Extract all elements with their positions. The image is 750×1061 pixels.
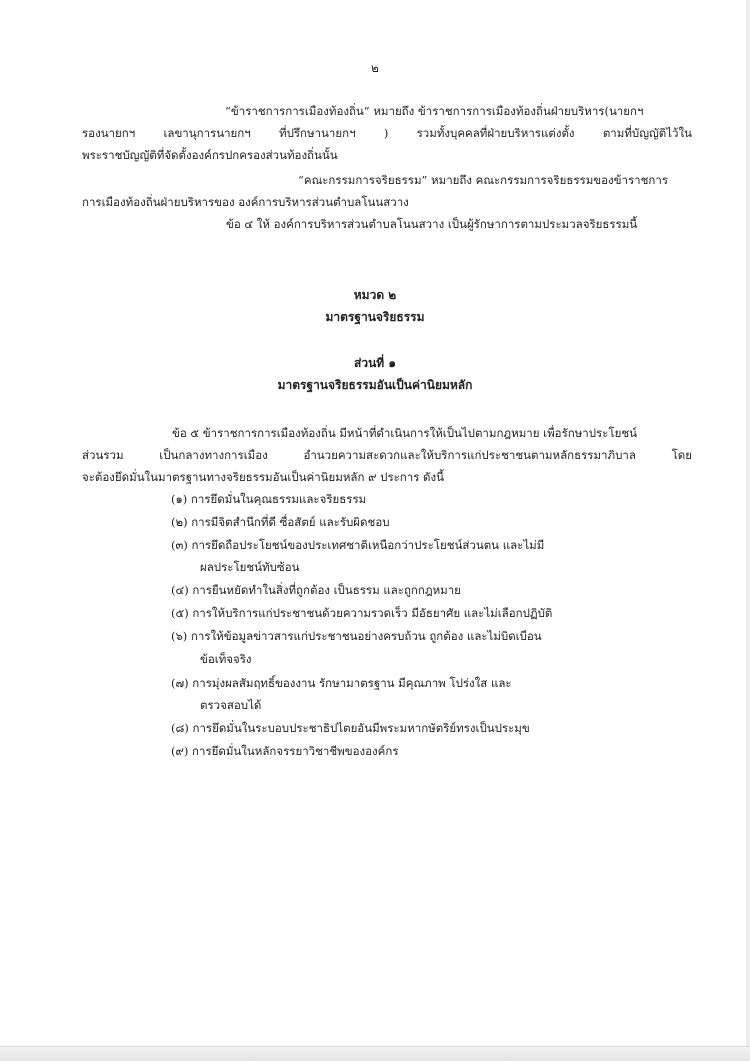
scan-edge-bottom	[0, 1046, 750, 1061]
clause-5-line-2: ส่วนรวม เป็นกลางทางการเมือง อำนวยความสะดวกและให้บริการแก่ประชาชนตามหลักธรรมาภิบาล โดย	[82, 448, 692, 462]
page-number: ๒	[371, 61, 379, 75]
definition-official-line-3: พระราชบัญญัติที่จัดตั้งองค์กรปกครองส่วนท้องถิ่นนั้น	[82, 148, 338, 162]
part-title: มาตรฐานจริยธรรมอันเป็นค่านิยมหลัก	[277, 378, 473, 392]
value-item-8: (๘) การยึดมั่นในระบอบประชาธิปไตยอันมีพระมหากษัตริย์ทรงเป็นประมุข	[171, 721, 530, 735]
part-number: ส่วนที่ ๑	[354, 356, 396, 370]
value-item-2: (๒) การมีจิตสำนึกที่ดี ซื่อสัตย์ และรับผิดชอบ	[171, 515, 390, 529]
chapter-title: มาตรฐานจริยธรรม	[325, 310, 425, 324]
value-item-9: (๙) การยึดมั่นในหลักจรรยาวิชาชีพขององค์กร	[171, 744, 399, 758]
scan-edge-right	[746, 0, 750, 1046]
value-item-4: (๔) การยืนหยัดทำในสิ่งที่ถูกต้อง เป็นธรรม และถูกกฎหมาย	[171, 583, 461, 597]
clause-4: ข้อ ๔ ให้ องค์การบริหารส่วนตำบลโนนสวาง เป็นผู้รักษาการตามประมวลจริยธรรมนี้	[226, 217, 638, 231]
value-item-5: (๕) การให้บริการแก่ประชาชนด้วยความรวดเร็ว มีอัธยาศัย และไม่เลือกปฏิบัติ	[171, 606, 553, 620]
definition-committee-line-1: “คณะกรรมการจริยธรรม” หมายถึง คณะกรรมการจริยธรรมของข้าราชการ	[298, 173, 669, 187]
value-item-7: (๗) การมุ่งผลสัมฤทธิ์ของงาน รักษามาตรฐาน มีคุณภาพ โปร่งใส และ	[171, 676, 512, 690]
definition-committee-line-2: การเมืองท้องถิ่นฝ่ายบริหารของ องค์การบริหารส่วนตำบลโนนสวาง	[82, 195, 409, 209]
value-item-7-continuation: ตรวจสอบได้	[200, 698, 262, 712]
value-item-3: (๓) การยึดถือประโยชน์ของประเทศชาติเหนือกว่าประโยชน์ส่วนตน และไม่มี	[171, 538, 545, 552]
definition-official-line-2: รองนายกฯ เลขานุการนายกฯ ที่ปรึกษานายกฯ ) รวมทั้งบุคคลที่ฝ่ายบริหารแต่งตั้ง ตามที่บัญญัติไว้ใน	[82, 126, 692, 140]
value-item-1: (๑) การยึดมั่นในคุณธรรมและจริยธรรม	[171, 492, 367, 506]
value-item-6-continuation: ข้อเท็จจริง	[200, 652, 252, 666]
value-item-6: (๖) การให้ข้อมูลข่าวสารแก่ประชาชนอย่างครบถ้วน ถูกต้อง และไม่บิดเบือน	[171, 629, 542, 643]
clause-5-line-1: ข้อ ๕ ข้าราชการการเมืองท้องถิ่น มีหน้าที่ดำเนินการให้เป็นไปตามกฎหมาย เพื่อรักษาประโยชน์	[172, 426, 637, 440]
chapter-number: หมวด ๒	[353, 288, 397, 302]
clause-5-line-3: จะต้องยึดมั่นในมาตรฐานทางจริยธรรมอันเป็นค่านิยมหลัก ๙ ประการ ดังนี้	[82, 470, 445, 484]
definition-official-line-1: “ข้าราชการการเมืองท้องถิ่น” หมายถึง ข้าราชการการเมืองท้องถิ่นฝ่ายบริหาร(นายกฯ	[225, 104, 644, 118]
value-item-3-continuation: ผลประโยชน์ทับซ้อน	[200, 560, 300, 574]
